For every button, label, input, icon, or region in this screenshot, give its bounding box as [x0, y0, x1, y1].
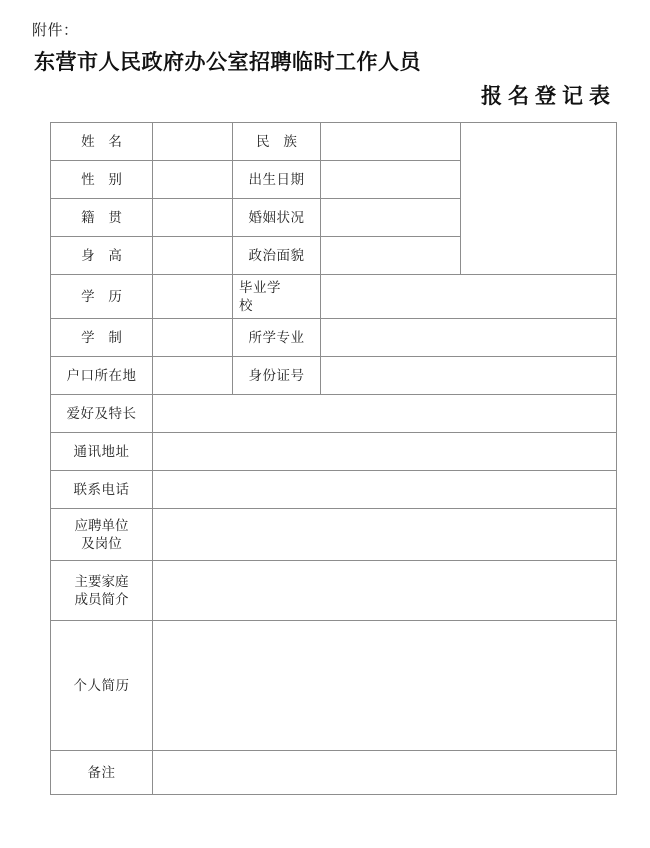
label-family-members-line1: 主要家庭 — [74, 573, 129, 589]
value-school-system[interactable] — [153, 319, 233, 357]
label-name: 姓 名 — [51, 123, 153, 161]
table-row — [51, 357, 617, 395]
label-birth-date: 出生日期 — [233, 161, 321, 199]
label-contact-phone: 联系电话 — [51, 471, 153, 509]
label-major: 所学专业 — [233, 319, 321, 357]
value-personal-resume[interactable] — [153, 621, 617, 751]
table-row — [51, 433, 617, 471]
value-mailing-address[interactable] — [153, 433, 617, 471]
value-remarks[interactable] — [153, 751, 617, 795]
value-major[interactable] — [321, 319, 617, 357]
label-applied-unit — [51, 509, 153, 561]
label-family-members — [51, 561, 153, 621]
document-subtitle: 报名登记表 — [481, 85, 616, 108]
value-birth-date[interactable] — [321, 161, 461, 199]
value-education[interactable] — [153, 275, 233, 319]
value-graduation-school[interactable] — [321, 275, 617, 319]
label-political-status: 政治面貌 — [233, 237, 321, 275]
label-education: 学 历 — [51, 275, 153, 319]
label-marital-status: 婚姻状况 — [233, 199, 321, 237]
value-applied-unit[interactable] — [153, 509, 617, 561]
value-name[interactable] — [153, 123, 233, 161]
photo-area[interactable] — [461, 123, 617, 275]
label-remarks: 备注 — [51, 751, 153, 795]
document-title: 东营市人民政府办公室招聘临时工作人员 — [34, 51, 421, 74]
label-mailing-address: 通讯地址 — [51, 433, 153, 471]
label-id-number: 身份证号 — [233, 357, 321, 395]
label-personal-resume: 个人简历 — [51, 621, 153, 751]
value-native-place[interactable] — [153, 199, 233, 237]
table-row — [51, 751, 617, 795]
value-contact-phone[interactable] — [153, 471, 617, 509]
label-gender: 性 别 — [51, 161, 153, 199]
attachment-label: 附件： — [32, 22, 79, 39]
value-family-members[interactable] — [153, 561, 617, 621]
label-household-location: 户口所在地 — [51, 357, 153, 395]
table-row — [51, 621, 617, 751]
table-row — [51, 395, 617, 433]
value-id-number[interactable] — [321, 357, 617, 395]
table-row — [51, 471, 617, 509]
table-row — [51, 509, 617, 561]
value-marital-status[interactable] — [321, 199, 461, 237]
value-household-location[interactable] — [153, 357, 233, 395]
table-row — [51, 275, 617, 319]
table-row — [51, 319, 617, 357]
value-ethnicity[interactable] — [321, 123, 461, 161]
label-graduation-school-line1: 毕业学 — [239, 279, 281, 295]
label-school-system: 学 制 — [51, 319, 153, 357]
value-hobbies-specialties[interactable] — [153, 395, 617, 433]
value-political-status[interactable] — [321, 237, 461, 275]
registration-form-table — [50, 122, 617, 795]
label-family-members-line2: 成员简介 — [74, 591, 129, 607]
label-hobbies-specialties: 爱好及特长 — [51, 395, 153, 433]
label-graduation-school-line2: 校 — [239, 297, 253, 313]
label-height: 身 高 — [51, 237, 153, 275]
value-gender[interactable] — [153, 161, 233, 199]
table-row — [51, 561, 617, 621]
label-applied-unit-line2: 及岗位 — [81, 535, 122, 551]
label-graduation-school — [233, 275, 321, 319]
label-applied-unit-line1: 应聘单位 — [74, 517, 129, 533]
table-row — [51, 123, 617, 161]
value-height[interactable] — [153, 237, 233, 275]
label-ethnicity: 民 族 — [233, 123, 321, 161]
label-native-place: 籍 贯 — [51, 199, 153, 237]
